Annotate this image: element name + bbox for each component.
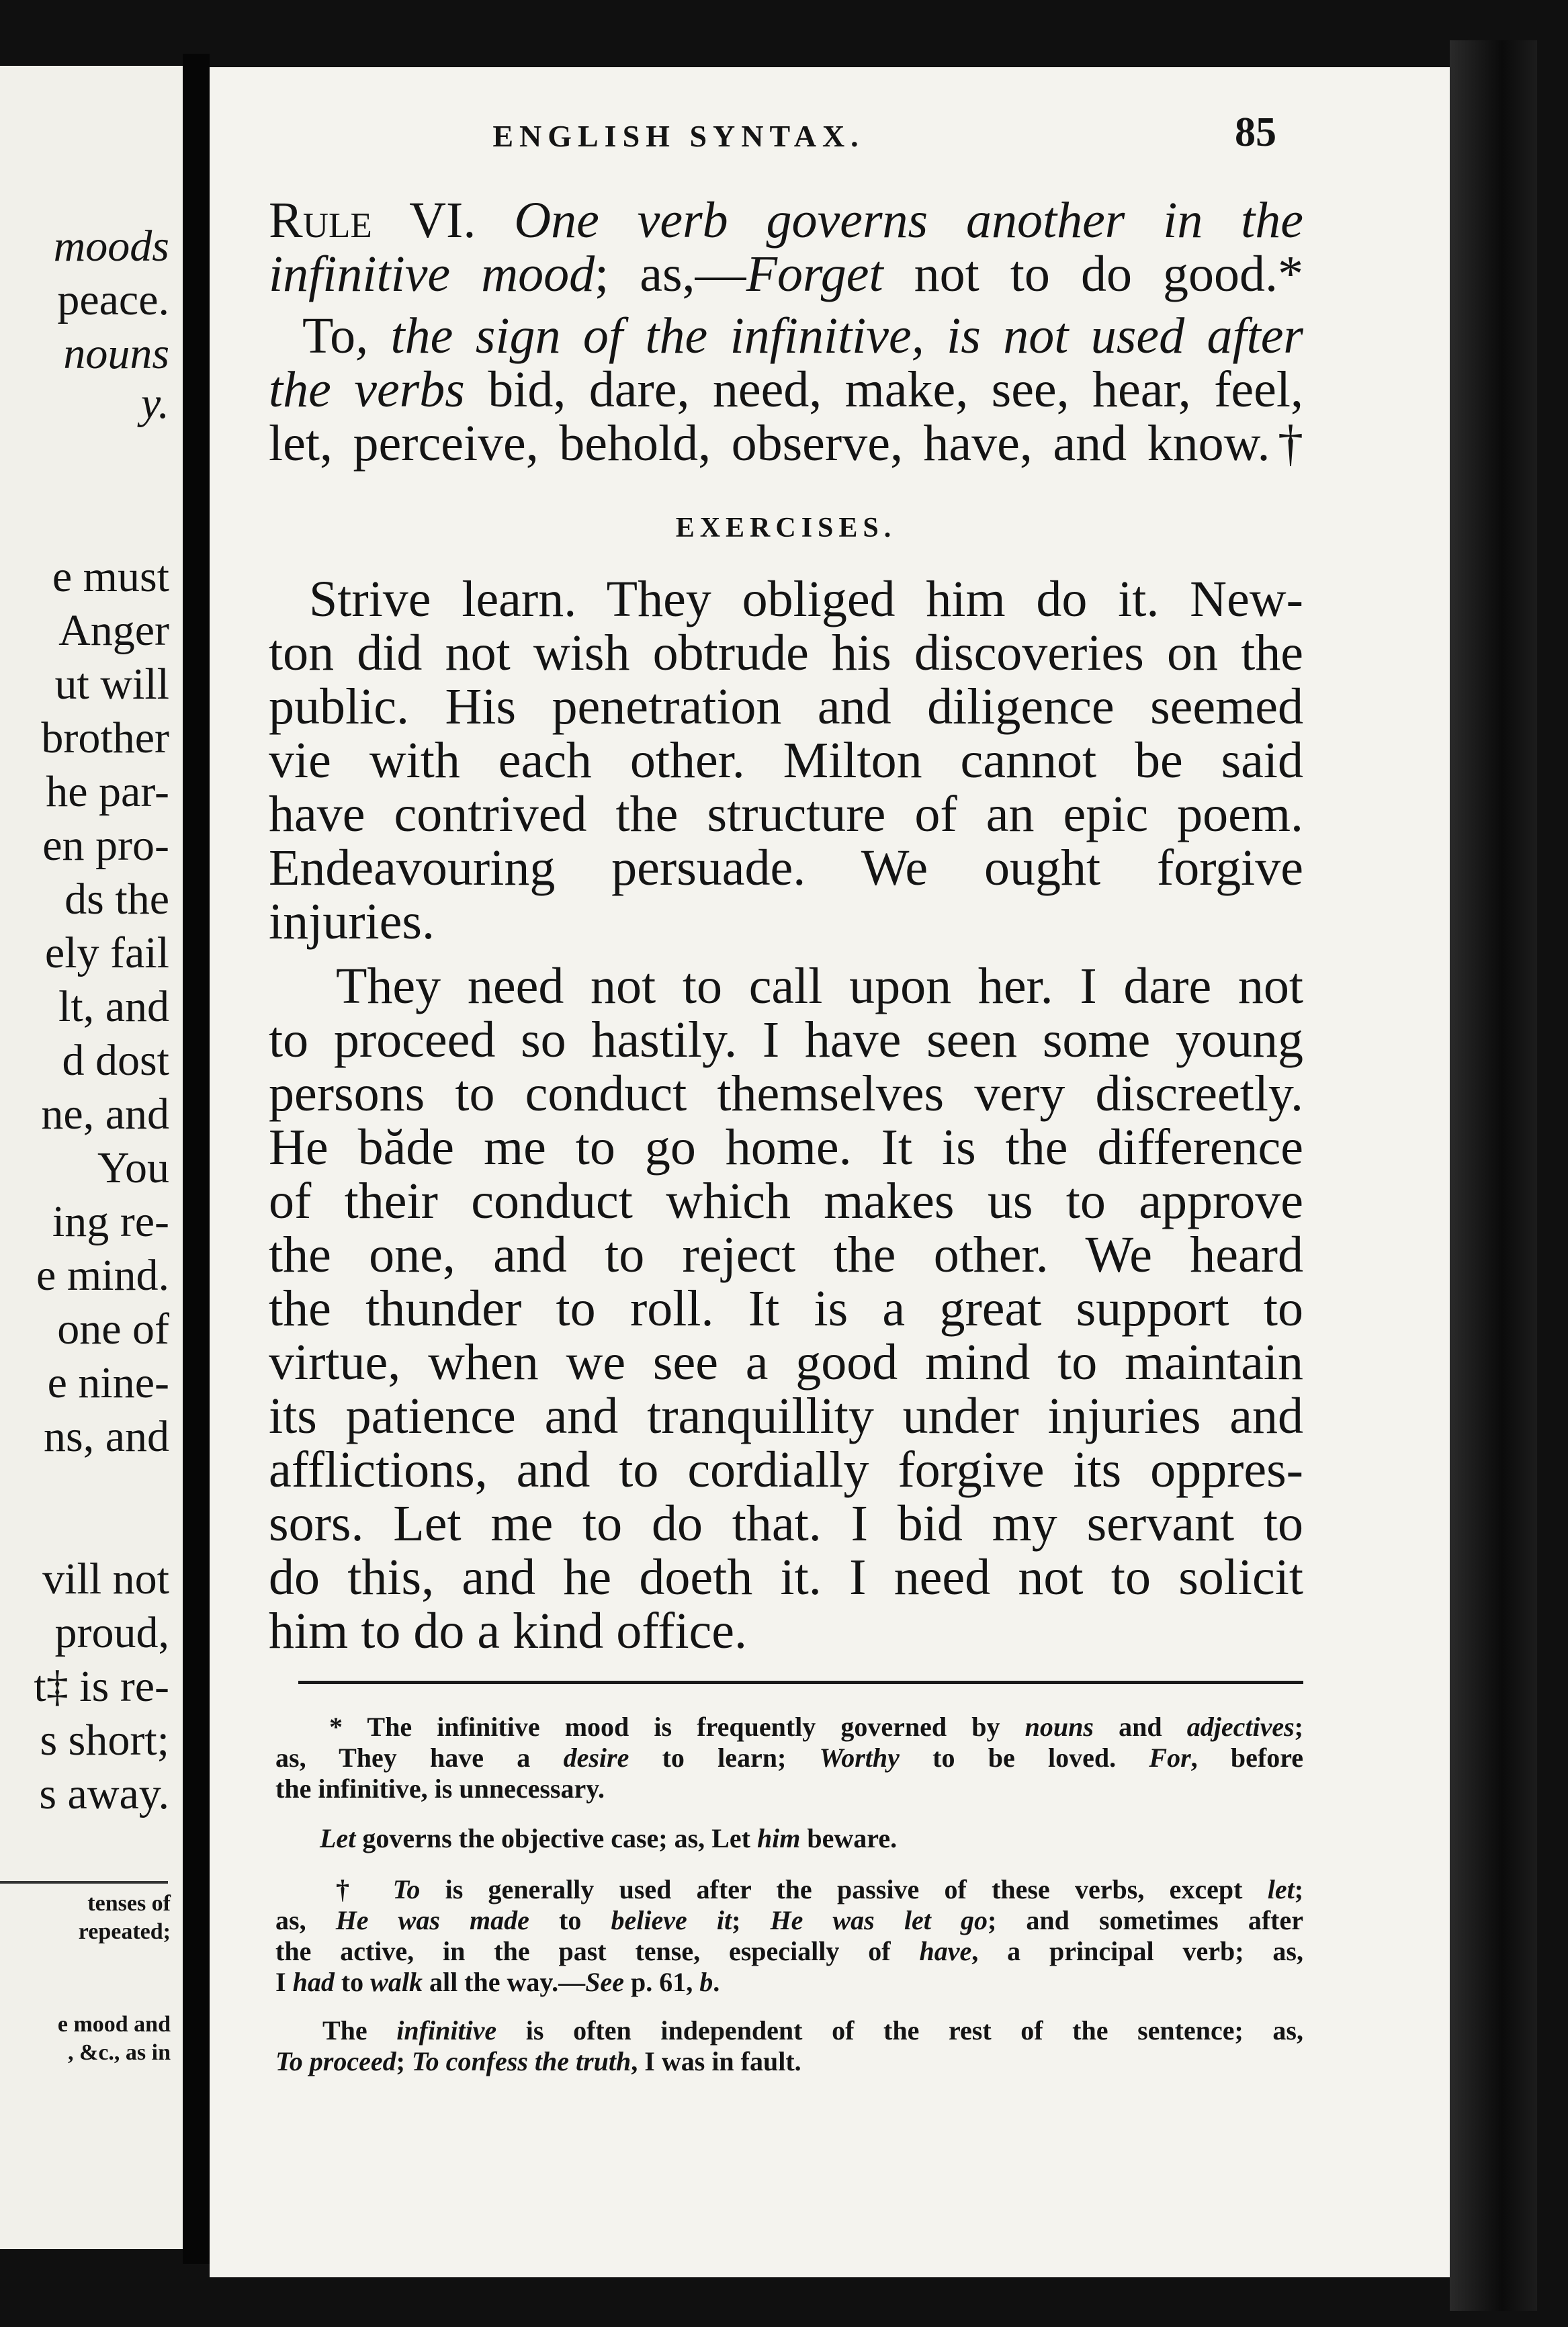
footnote-line — [275, 1905, 1303, 1936]
footnote-text: * The infinitive mood is frequently governed by — [329, 1712, 1025, 1742]
running-head: ENGLISH SYNTAX. — [492, 119, 865, 153]
footnote-text: ; — [1294, 1874, 1304, 1904]
footnote-text: governs the objective case; as, Let — [355, 1823, 757, 1853]
footnote-text: to — [529, 1905, 611, 1935]
footnote-line: the infinitive, is unnecessary. — [275, 1773, 605, 1804]
exercise-line: virtue, when we see a good mind to maintain — [269, 1334, 1303, 1391]
footnote-text: to be loved. — [899, 1743, 1149, 1773]
left-page-line: You — [97, 1143, 169, 1192]
rule-text: One verb governs another in the — [476, 192, 1303, 249]
footnote-text: , a principal verb; as, — [971, 1936, 1303, 1966]
footnote-text: Let — [320, 1823, 356, 1853]
exercise-line: persons to conduct themselves very discreetly. — [269, 1065, 1303, 1122]
rule-line — [269, 247, 1303, 301]
exercise-line: of their conduct which makes us to approve — [269, 1173, 1303, 1229]
rule-subrule-text: bid, dare, need, make, see, hear, feel, — [464, 361, 1304, 418]
exercise-line: do this, and he doeth it. I need not to solicit — [269, 1549, 1303, 1606]
footnote-text: walk — [370, 1967, 423, 1997]
left-page-line: proud, — [54, 1608, 169, 1657]
left-page-line: peace. — [57, 275, 169, 324]
footnote-text: † — [336, 1874, 393, 1904]
left-page-line: he par- — [46, 767, 169, 816]
left-page-line: vill not — [42, 1554, 169, 1604]
left-page-footnote-line: e mood and — [57, 2012, 171, 2037]
footnote-text: let — [1267, 1874, 1295, 1904]
footnote-text: ; — [1294, 1712, 1303, 1742]
footnote-text: To — [392, 1874, 421, 1904]
footnote-line — [275, 2015, 1303, 2046]
footnote-text: To confess the truth — [411, 2046, 631, 2076]
exercise-line: vie with each other. Milton cannot be said — [269, 732, 1303, 789]
exercise-line: injuries. — [269, 893, 435, 950]
left-page-fragment — [0, 66, 183, 2249]
exercise-line: public. His penetration and diligence seemed — [269, 678, 1303, 735]
footnote-text: ; — [732, 1905, 771, 1935]
left-page-line: e mind. — [36, 1251, 169, 1300]
left-page-line: t‡ is re- — [34, 1662, 169, 1711]
footnote-text: him — [756, 1823, 801, 1853]
rule-subrule-line — [269, 309, 1303, 363]
exercise-line: He băde me to go home. It is the difference — [269, 1119, 1303, 1176]
exercise-line: have contrived the structure of an epic poem. — [269, 786, 1303, 842]
page-number: 85 — [1235, 109, 1276, 155]
rule-label: Rule VI. — [269, 192, 476, 249]
rule-text: ; as,— — [595, 246, 746, 302]
left-page-line: ne, and — [41, 1090, 169, 1139]
exercise-line: its patience and tranquillity under injuries and — [269, 1388, 1303, 1444]
footnote-text: nouns — [1025, 1712, 1094, 1742]
footnote-text: The — [322, 2015, 397, 2046]
footnote-text: . — [713, 1967, 720, 1997]
left-page-line: moods — [53, 222, 169, 271]
footnote-text: To proceed — [275, 2046, 396, 2076]
footnote-text: have — [919, 1936, 972, 1966]
left-page-footnote-rule — [0, 1881, 168, 1884]
exercise-line: the thunder to roll. It is a great support to — [269, 1280, 1303, 1337]
footnote-text: as, They have a — [275, 1743, 564, 1773]
left-page-line: en pro- — [42, 821, 169, 870]
footnote-text: to learn; — [629, 1743, 820, 1773]
rule-subrule-line — [269, 363, 1303, 416]
footnote-text: b — [699, 1967, 713, 1997]
footnote-text: ; and sometimes after — [987, 1905, 1303, 1935]
footnote-text: had — [292, 1967, 335, 1997]
rule-text: infinitive mood — [269, 246, 595, 302]
footnote-text: I — [275, 1967, 293, 1997]
footnote-text: the active, in the past tense, especially of — [275, 1936, 920, 1966]
left-page-line: s short; — [40, 1716, 169, 1765]
rule-example: Forget — [746, 246, 883, 302]
exercise-line: him to do a kind office. — [269, 1603, 748, 1659]
left-page-line: lt, and — [58, 982, 169, 1031]
book-gutter — [183, 54, 210, 2264]
left-page-line: e nine- — [47, 1358, 169, 1407]
footnote-text: He was let go — [770, 1905, 988, 1935]
rule-subrule-text: the verbs — [269, 361, 465, 418]
left-page-line: s away. — [39, 1769, 169, 1818]
footnote-text: all the way.— — [422, 1967, 586, 1997]
footnote-text: is often independent of the rest of the sentence; as, — [496, 2015, 1303, 2046]
left-page-footnote-line: repeated; — [78, 1919, 171, 1944]
footnote-text: He was made — [335, 1905, 529, 1935]
exercise-line: sors. Let me to do that. I bid my servant to — [269, 1495, 1303, 1552]
page-edge — [1450, 40, 1537, 2311]
rule-text: not to do good.* — [883, 246, 1303, 302]
footnote-text: to — [334, 1967, 371, 1997]
left-page-line: ns, and — [44, 1412, 169, 1461]
exercise-line: Endeavouring persuade. We ought forgive — [269, 840, 1303, 896]
left-page-line: one of — [57, 1305, 169, 1354]
exercises-heading: EXERCISES. — [675, 513, 897, 543]
footnote-rule — [298, 1681, 1303, 1684]
footnote-text: See — [585, 1967, 624, 1997]
rule-subrule-line: let, perceive, behold, observe, have, and know.† — [269, 415, 1303, 472]
footnote-line — [275, 1823, 1348, 1854]
exercise-line: ton did not wish obtrude his discoveries on the — [269, 625, 1303, 681]
left-page-line: ing re- — [52, 1197, 169, 1246]
footnote-line — [275, 1874, 1303, 1905]
footnote-text: as, — [275, 1905, 336, 1935]
footnote-text: beware. — [800, 1823, 898, 1853]
footnote-text: believe it — [611, 1905, 732, 1935]
footnote-line — [275, 1936, 1303, 1967]
footnote-text: and — [1093, 1712, 1187, 1742]
footnote-text: p. 61, — [623, 1967, 700, 1997]
exercise-line: afflictions, and to cordially forgive its oppres- — [269, 1442, 1303, 1498]
footnote-line — [275, 1967, 1303, 1998]
left-page-line: ds the — [64, 875, 169, 924]
left-page-line: ely fail — [44, 928, 169, 977]
left-page-line: y. — [140, 379, 169, 428]
footnote-line — [275, 1743, 1303, 1773]
left-page-line: ut will — [54, 660, 169, 709]
exercise-line: the one, and to reject the other. We heard — [269, 1227, 1303, 1283]
left-page-line: d dost — [62, 1036, 169, 1085]
footnote-text: , I was in fault. — [631, 2046, 801, 2076]
left-page-footnote-line: tenses of — [87, 1891, 171, 1916]
footnote-text: ; — [396, 2046, 412, 2076]
left-page-line: nouns — [63, 329, 169, 378]
rule-subrule-text: To — [302, 308, 356, 364]
footnote-text: desire — [563, 1743, 629, 1773]
left-page-line: Anger — [58, 606, 169, 655]
exercise-line: to proceed so hastily. I have seen some young — [269, 1012, 1303, 1068]
footnote-text: Worthy — [819, 1743, 900, 1773]
rule-subrule-text: , the sign of the infinitive, is not used after — [355, 308, 1303, 364]
footnote-text: infinitive — [396, 2015, 497, 2046]
footnote-text: is generally used after the passive of these verbs, except — [420, 1874, 1268, 1904]
footnote-text: , before — [1190, 1743, 1304, 1773]
left-page-footnote-line: , &c., as in — [68, 2040, 171, 2065]
exercise-line: Strive learn. They obliged him do it. New- — [309, 571, 1303, 627]
left-page-line: e must — [52, 552, 169, 601]
footnote-text: For — [1149, 1743, 1191, 1773]
footnote-line — [275, 1712, 1303, 1743]
exercise-line: They need not to call upon her. I dare not — [336, 958, 1303, 1014]
footnote-text: adjectives — [1186, 1712, 1295, 1742]
footnote-line — [275, 2046, 1303, 2077]
left-page-line: brother — [41, 713, 169, 762]
rule-line — [269, 193, 1303, 247]
